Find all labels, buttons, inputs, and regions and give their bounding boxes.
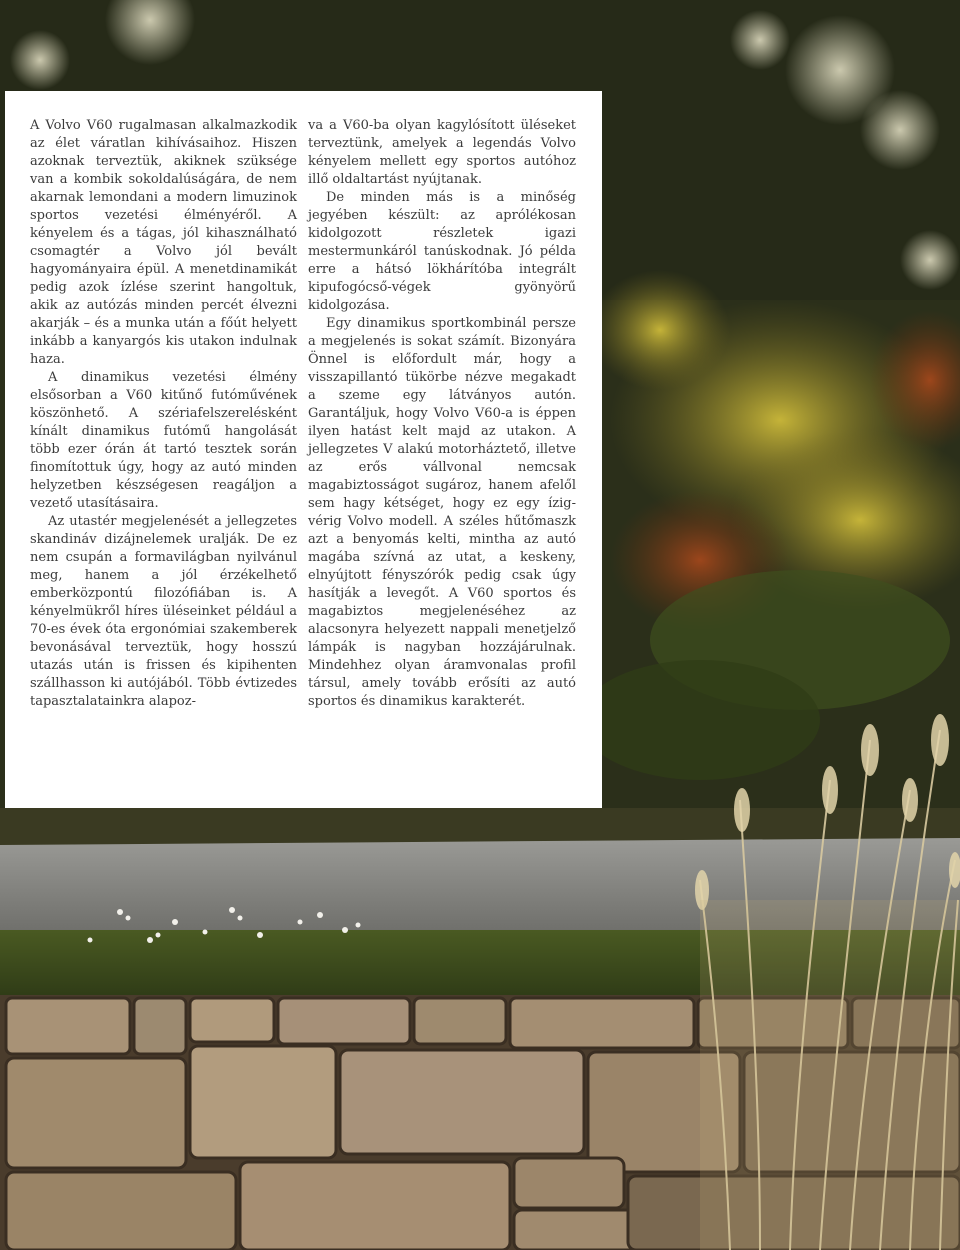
paragraph: A Volvo V60 rugalmasan alkalmazkodik az élet váratlan kihívásaihoz. Hiszen azoknak terveztük, akiknek szüksége van a kombik sokoldalúságára, de nem akarnak lemondani a modern limuzinok sportos vezetési élményéről. A kényelem és a tágas, jól kihasználható csomagtér a Volvo jól bevált hagyományaira épül. A menetdinamikát pedig azok ízlése szerint hangoltuk, akik az autózás minden percét élvezni akarják – és a munka után a főút helyett inkább a kanyargós kis utakon indulnak haza. — [30, 118, 297, 367]
right-text-column — [308, 117, 576, 711]
paragraph: Egy dinamikus sportkombinál persze a megjelenés is sokat számít. Bizonyára Önnel is előfordult már, hogy a visszapillantó tükörbe nézve megakadt a szeme egy látványos autón. Garantáljuk, hogy Volvo V60-a is éppen ilyen hatást kelt majd az utakon. A jellegzetes V alakú motorháztető, illetve az erős vállvonal nemcsak magabiztosságot sugároz, hanem afelől sem hagy kétséget, hogy ez egy ízig-vérig Volvo modell. A széles hűtőmaszk azt a benyomás kelti, mintha az autó magába szívná az utat, a keskeny, elnyújtott fényszórók pedig csak úgy hasítják a levegőt. A V60 sportos és magabiztos megjelenéséhez az alacsonyra helyezett nappali menetjelző lámpák is nagyban hozzájárulnak. Mindehhez olyan áramvonalas profil társul, amely tovább erősíti az autó sportos és dinamikus karakterét. — [308, 316, 576, 709]
paragraph: A dinamikus vezetési élmény elsősorban a V60 kitűnő futóművének köszönhető. A szériafelszerelésként kínált dinamikus futómű hangolását több ezer órán át tartó tesztek során finomítottuk úgy, hogy az autó minden helyzetben készségesen reagáljon a vezető utasításaira. — [30, 370, 297, 511]
paragraph: Az utastér megjelenését a jellegzetes skandináv dizájnelemek uralják. De ez nem csupán a formavilágban nyilvánul meg, hanem a jól érzékelhető emberközpontú filozófiában is. A kényelmükről híres üléseinket például a 70-es évek óta ergonómiai szakemberek bevonásával terveztük, hogy hosszú utazás után is frissen és kipihenten szállhasson ki autójából. Több évtizedes tapasztalatainkra alapoz- — [30, 514, 297, 709]
paragraph: De minden más is a minőség jegyében készült: az aprólékosan kidolgozott részletek igazi mestermunkáról tanúskodnak. Jó példa erre a hátsó lökhárítóba integrált kipufogócső-végek gyönyörű kidolgozása. — [308, 190, 576, 313]
paragraph: va a V60-ba olyan kagylósított üléseket terveztünk, amelyek a legendás Volvo kényelem mellett egy sportos autóhoz illő oldaltartást nyújtanak. — [308, 118, 576, 187]
left-text-column — [30, 117, 297, 711]
